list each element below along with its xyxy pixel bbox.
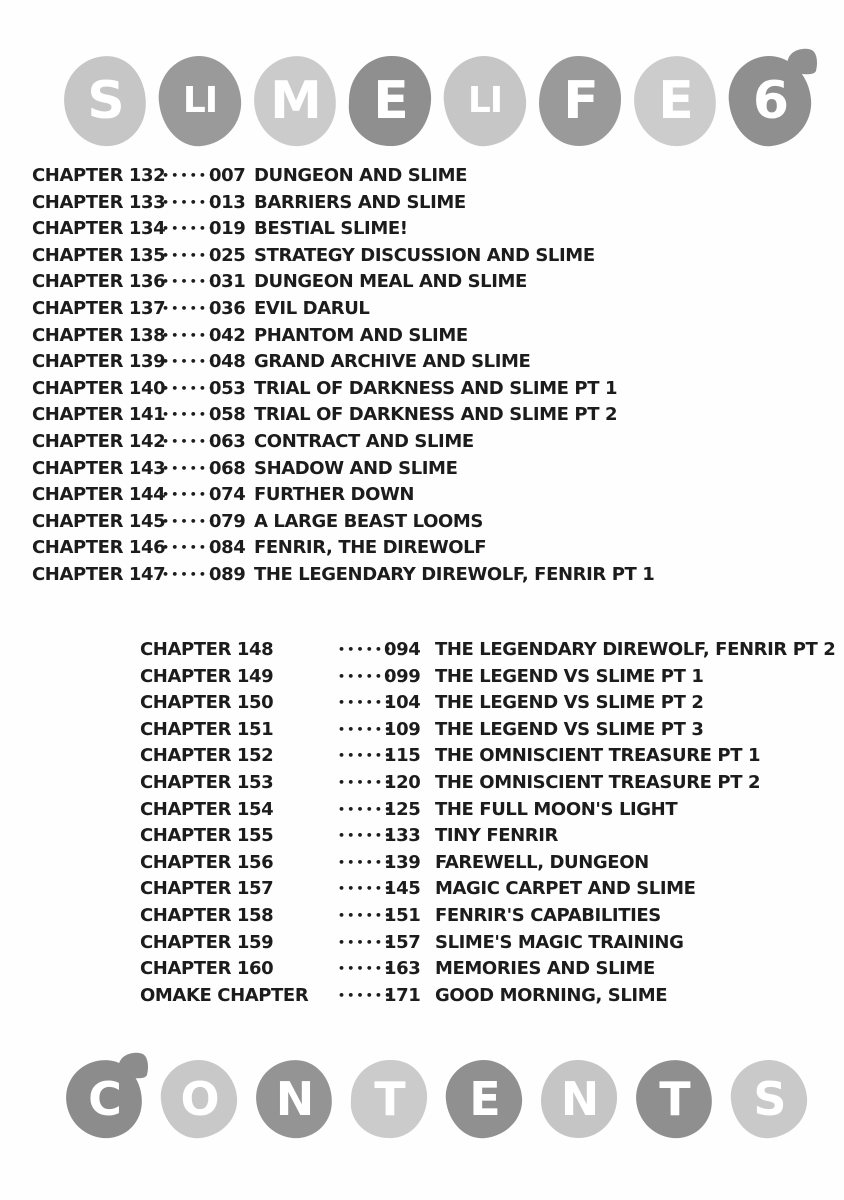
chapter-label: CHAPTER 136 (32, 271, 166, 293)
chapter-label: CHAPTER 144 (32, 484, 166, 506)
chapter-title: A LARGE BEAST LOOMS (254, 510, 483, 532)
title-slime-blob (159, 56, 241, 146)
chapter-label: CHAPTER 147 (32, 563, 166, 585)
chapter-label: CHAPTER 138 (32, 324, 166, 346)
dot-leader: •••••• (338, 935, 394, 949)
toc-row (140, 930, 830, 957)
chapter-label: CHAPTER 148 (140, 639, 274, 660)
page-number: 063 (209, 430, 246, 452)
chapter-title: FENRIR'S CAPABILITIES (435, 904, 661, 926)
title-slime-blob (539, 56, 621, 146)
dot-leader: •••••• (162, 408, 218, 422)
title-blob-letter: S (87, 71, 123, 131)
toc-row (32, 163, 822, 190)
chapter-label: CHAPTER 140 (32, 377, 166, 399)
chapter-title: TRIAL OF DARKNESS AND SLIME PT 1 (254, 377, 618, 399)
dot-leader: •••••• (162, 488, 218, 502)
dot-leader: •••••• (162, 541, 218, 555)
page-number: 151 (384, 904, 421, 926)
contents-title (66, 1060, 807, 1138)
chapter-title: TINY FENRIR (435, 825, 559, 847)
toc-row (140, 770, 830, 797)
chapter-label: CHAPTER 146 (32, 537, 166, 559)
chapter-title: THE FULL MOON'S LIGHT (435, 798, 678, 820)
page-number: 157 (384, 931, 421, 953)
dot-leader: •••••• (338, 669, 394, 683)
toc-row (32, 190, 822, 217)
chapter-label: CHAPTER 157 (140, 878, 274, 900)
toc-row (32, 456, 822, 483)
chapter-title: THE LEGENDARY DIREWOLF, FENRIR PT 2 (435, 639, 836, 660)
title-slime-blob (729, 56, 811, 146)
title-slime-blob (64, 56, 146, 146)
chapter-label: CHAPTER 150 (140, 692, 274, 714)
toc-row (32, 509, 822, 536)
chapter-title: PHANTOM AND SLIME (254, 324, 468, 346)
title-blob-letter: N (560, 1072, 598, 1126)
title-slime-blob (349, 56, 431, 146)
toc-row (140, 983, 830, 1010)
dot-leader: •••••• (338, 855, 394, 869)
title-blob-letter: T (374, 1072, 404, 1126)
toc-row (140, 637, 836, 664)
toc-row (32, 402, 822, 429)
page-number: 013 (209, 191, 246, 213)
page-number: 084 (209, 537, 246, 559)
page-number: 079 (209, 510, 246, 532)
toc-row (32, 216, 822, 243)
page-number: 053 (209, 377, 246, 399)
toc-row (140, 850, 830, 877)
toc-row (140, 956, 830, 983)
toc-row (32, 482, 822, 509)
chapter-label: CHAPTER 160 (140, 958, 274, 980)
toc-row (32, 535, 822, 562)
dot-leader: •••••• (162, 328, 218, 342)
toc-row (32, 296, 822, 323)
toc-row (140, 876, 830, 903)
dot-leader: •••••• (162, 195, 218, 209)
page-number: 074 (209, 484, 246, 506)
page-number: 109 (384, 718, 421, 740)
page-number: 145 (384, 878, 421, 900)
toc-row (32, 269, 822, 296)
toc-row (32, 376, 822, 403)
page-number: 120 (384, 771, 421, 793)
toc-row (32, 243, 822, 270)
chapter-title: TRIAL OF DARKNESS AND SLIME PT 2 (254, 404, 618, 426)
page-number: 125 (384, 798, 421, 820)
chapter-label: CHAPTER 156 (140, 851, 274, 873)
title-blob-letter: M (270, 71, 320, 131)
chapter-title: THE LEGEND VS SLIME PT 3 (435, 718, 704, 740)
chapter-label: CHAPTER 154 (140, 798, 274, 820)
page-number: 171 (384, 984, 421, 1006)
chapter-title: THE OMNISCIENT TREASURE PT 1 (435, 745, 761, 767)
toc-row (140, 903, 830, 930)
page-number: 099 (384, 665, 421, 687)
chapter-title: FAREWELL, DUNGEON (435, 851, 649, 873)
chapter-label: CHAPTER 137 (32, 297, 166, 319)
page-number: 058 (209, 404, 246, 426)
dot-leader: •••••• (338, 696, 394, 710)
chapter-title: BARRIERS AND SLIME (254, 191, 466, 213)
title-blob-letter: S (753, 1072, 785, 1126)
page-number: 163 (384, 958, 421, 980)
title-slime-blob (446, 1060, 522, 1138)
title-slime-blob (541, 1060, 617, 1138)
page-number: 139 (384, 851, 421, 873)
toc-row (140, 823, 830, 850)
chapter-label: CHAPTER 139 (32, 351, 166, 373)
chapter-title: THE OMNISCIENT TREASURE PT 2 (435, 771, 761, 793)
toc-list-first (32, 163, 822, 589)
chapter-title: EVIL DARUL (254, 297, 370, 319)
title-blob-letter: T (659, 1072, 689, 1126)
toc-list-second (140, 637, 836, 1009)
title-blob-letter: O (180, 1072, 218, 1126)
dot-leader: •••••• (162, 381, 218, 395)
title-slime-blob (66, 1060, 142, 1138)
dot-leader: •••••• (162, 222, 218, 236)
chapter-label: CHAPTER 152 (140, 745, 274, 767)
page-number: 036 (209, 297, 246, 319)
chapter-title: MEMORIES AND SLIME (435, 958, 655, 980)
page-number: 104 (384, 692, 421, 714)
chapter-title: DUNGEON AND SLIME (254, 165, 468, 186)
toc-row (32, 323, 822, 350)
dot-leader: •••••• (162, 355, 218, 369)
dot-leader: •••••• (338, 802, 394, 816)
title-slime-blob (254, 56, 336, 146)
chapter-title: GRAND ARCHIVE AND SLIME (254, 351, 531, 373)
dot-leader: •••••• (162, 514, 218, 528)
chapter-title: CONTRACT AND SLIME (254, 430, 474, 452)
page-number: 089 (209, 563, 246, 585)
chapter-title: THE LEGEND VS SLIME PT 2 (435, 692, 704, 714)
chapter-title: FENRIR, THE DIREWOLF (254, 537, 487, 559)
dot-leader: •••••• (338, 643, 394, 656)
chapter-title: GOOD MORNING, SLIME (435, 984, 668, 1006)
chapter-title: FURTHER DOWN (254, 484, 415, 506)
title-blob-letter: E (373, 71, 407, 131)
chapter-label: CHAPTER 155 (140, 825, 274, 847)
chapter-title: SLIME'S MAGIC TRAINING (435, 931, 684, 953)
dot-leader: •••••• (338, 775, 394, 789)
chapter-label: CHAPTER 143 (32, 457, 166, 479)
chapter-title: DUNGEON MEAL AND SLIME (254, 271, 527, 293)
page-number: 133 (384, 825, 421, 847)
chapter-label: CHAPTER 141 (32, 404, 166, 426)
chapter-label: CHAPTER 133 (32, 191, 166, 213)
chapter-label: CHAPTER 135 (32, 244, 166, 266)
dot-leader: •••••• (162, 248, 218, 262)
toc-row (140, 664, 830, 691)
dot-leader: •••••• (162, 275, 218, 289)
chapter-label: CHAPTER 142 (32, 430, 166, 452)
page-number: 031 (209, 271, 246, 293)
chapter-label: CHAPTER 153 (140, 771, 274, 793)
title-slime-blob (634, 56, 716, 146)
page-number: 019 (209, 218, 246, 240)
dot-leader: •••••• (338, 988, 394, 1002)
chapter-label: CHAPTER 159 (140, 931, 274, 953)
title-slime-blob (636, 1060, 712, 1138)
chapter-label: CHAPTER 132 (32, 165, 166, 186)
chapter-label: CHAPTER 145 (32, 510, 166, 532)
toc-row (32, 429, 822, 456)
chapter-label: CHAPTER 149 (140, 665, 274, 687)
toc-row (140, 690, 830, 717)
page-number: 115 (384, 745, 421, 767)
title-blob-letter: E (658, 71, 692, 131)
chapter-title: STRATEGY DISCUSSION AND SLIME (254, 244, 595, 266)
dot-leader: •••••• (338, 749, 394, 763)
toc-row (140, 797, 830, 824)
chapter-title: BESTIAL SLIME! (254, 218, 408, 240)
chapter-title: SHADOW AND SLIME (254, 457, 458, 479)
title-blob-letter: LI (467, 80, 503, 121)
title-slime-blob (444, 56, 526, 146)
title-blob-letter: F (563, 71, 597, 131)
volume-title (64, 56, 811, 146)
title-slime-blob (256, 1060, 332, 1138)
page-number: 042 (209, 324, 246, 346)
toc-row (140, 743, 830, 770)
dot-leader: •••••• (162, 169, 218, 182)
page-number: 048 (209, 351, 246, 373)
title-blob-letter: N (275, 1072, 313, 1126)
dot-leader: •••••• (338, 962, 394, 976)
dot-leader: •••••• (338, 908, 394, 922)
page-number: 094 (384, 639, 421, 660)
title-blob-letter: C (88, 1072, 120, 1126)
dot-leader: •••••• (338, 882, 394, 896)
title-slime-blob (731, 1060, 807, 1138)
title-blob-letter: 6 (752, 71, 788, 131)
toc-row (140, 717, 830, 744)
page-number: 068 (209, 457, 246, 479)
dot-leader: •••••• (338, 829, 394, 843)
chapter-title: MAGIC CARPET AND SLIME (435, 878, 696, 900)
page-number: 007 (209, 165, 246, 186)
dot-leader: •••••• (162, 567, 218, 581)
toc-row (32, 562, 822, 589)
title-blob-letter: E (469, 1072, 499, 1126)
dot-leader: •••••• (338, 722, 394, 736)
chapter-label: CHAPTER 134 (32, 218, 166, 240)
toc-row (32, 349, 822, 376)
title-blob-letter: LI (182, 80, 218, 121)
chapter-label: CHAPTER 158 (140, 904, 274, 926)
title-slime-blob (161, 1060, 237, 1138)
page-number: 025 (209, 244, 246, 266)
title-slime-blob (351, 1060, 427, 1138)
dot-leader: •••••• (162, 301, 218, 315)
dot-leader: •••••• (162, 434, 218, 448)
dot-leader: •••••• (162, 461, 218, 475)
chapter-label: CHAPTER 151 (140, 718, 274, 740)
chapter-label: OMAKE CHAPTER (140, 984, 309, 1006)
chapter-title: THE LEGEND VS SLIME PT 1 (435, 665, 704, 687)
chapter-title: THE LEGENDARY DIREWOLF, FENRIR PT 1 (254, 563, 655, 585)
